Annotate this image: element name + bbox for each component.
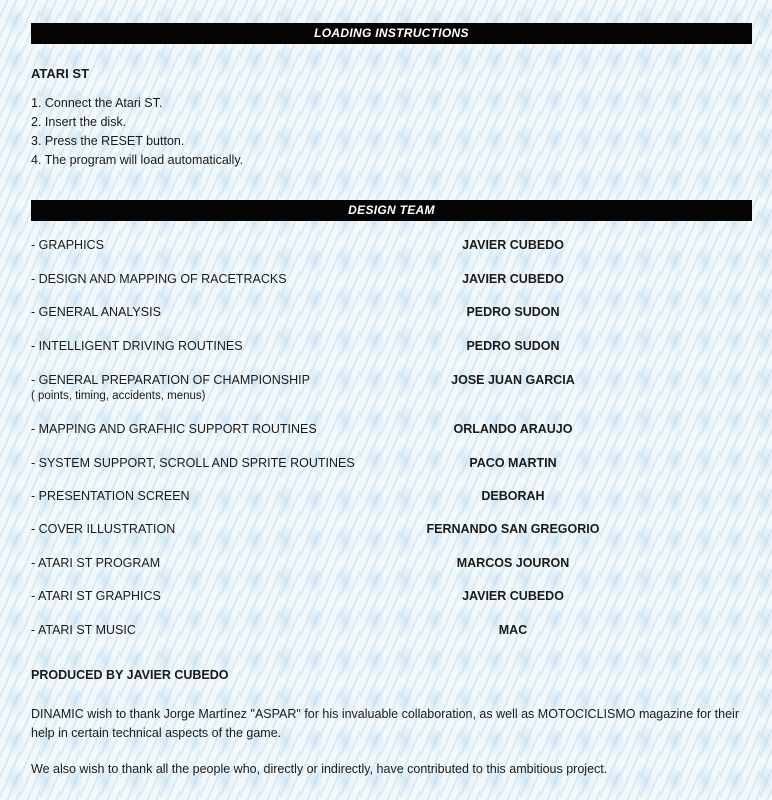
platform-heading: ATARI ST <box>31 66 90 81</box>
credit-role: - COVER ILLUSTRATION <box>31 522 176 536</box>
acknowledgement-paragraph-2: We also wish to thank all the people who, directly or indirectly, have contributed to this ambitious project. <box>31 762 608 776</box>
credit-role: - DESIGN AND MAPPING OF RACETRACKS <box>31 272 287 286</box>
credit-name: PEDRO SUDON <box>466 305 560 319</box>
credit-name: FERNANDO SAN GREGORIO <box>426 522 600 536</box>
loading-steps-list <box>31 94 243 170</box>
loading-step: 1. Connect the Atari ST. <box>31 96 163 110</box>
credit-role-detail: ( points, timing, accidents, menus) <box>31 390 206 402</box>
credit-name: PACO MARTIN <box>469 456 557 470</box>
acknowledgement-paragraph: DINAMIC wish to thank Jorge Martínez "ASPAR" for his invaluable collaboration, as well as MOTOCICLISMO magazine for their help in certain technical aspects of the game. <box>31 707 739 740</box>
credit-role: - MAPPING AND GRAFHIC SUPPORT ROUTINES <box>31 422 317 436</box>
credit-name: JOSE JUAN GARCIA <box>451 373 575 387</box>
credit-name: MAC <box>498 623 528 637</box>
credit-name: DEBORAH <box>481 489 545 503</box>
produced-by: PRODUCED BY JAVIER CUBEDO <box>31 668 229 682</box>
credit-name: JAVIER CUBEDO <box>462 589 564 603</box>
credit-role-title: - GENERAL PREPARATION OF CHAMPIONSHIP <box>31 373 310 387</box>
loading-step: 2. Insert the disk. <box>31 115 127 129</box>
credit-role: - GRAPHICS <box>31 238 104 252</box>
loading-step: 4. The program will load automatically. <box>31 153 244 167</box>
design-team-header: DESIGN TEAM <box>31 200 752 221</box>
credit-name: MARCOS JOURON <box>456 556 570 570</box>
credit-role: - SYSTEM SUPPORT, SCROLL AND SPRITE ROUTINES <box>31 456 355 470</box>
credit-role: - ATARI ST MUSIC <box>31 623 136 637</box>
credit-role: - GENERAL ANALYSIS <box>31 305 161 319</box>
credit-role: - INTELLIGENT DRIVING ROUTINES <box>31 339 243 353</box>
loading-instructions-header: LOADING INSTRUCTIONS <box>31 23 752 44</box>
credit-role: - ATARI ST PROGRAM <box>31 556 161 570</box>
credit-name: JAVIER CUBEDO <box>462 238 564 252</box>
credit-role: - ATARI ST GRAPHICS <box>31 589 161 603</box>
credit-name: JAVIER CUBEDO <box>462 272 564 286</box>
credit-role: - PRESENTATION SCREEN <box>31 489 190 503</box>
credit-name: ORLANDO ARAUJO <box>453 422 573 436</box>
credit-name: PEDRO SUDON <box>466 339 560 353</box>
loading-step: 3. Press the RESET button. <box>31 134 185 148</box>
